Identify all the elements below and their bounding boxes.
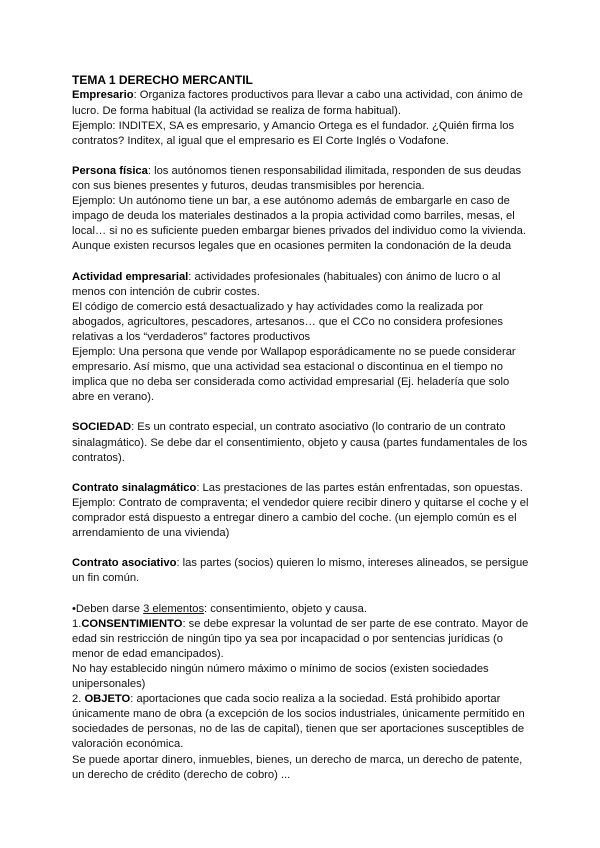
spacer xyxy=(72,254,534,269)
objeto-note: Se puede aportar dinero, inmuebles, bienes, un derecho de marca, un derecho de patente, un derecho de crédito (derecho de cobro) ... xyxy=(72,753,523,781)
consentimiento-definition-text: : se debe expresar la voluntad de ser parte de ese contrato. Mayor de edad sin restricción de ningún tipo ya sea por incapacidad o por sentencias jurídicas (o menor de edad emancipados). xyxy=(72,617,529,660)
actividad-definition-text: : actividades profesionales (habituales) con ánimo de lucro o al menos con intención de cubrir costes. xyxy=(72,270,501,298)
elementos-prefix: •Deben darse xyxy=(72,602,144,615)
spacer xyxy=(72,149,534,164)
sinalagmatico-definition xyxy=(72,481,534,496)
asociativo-definition xyxy=(72,556,534,586)
elementos-underlined: 3 elementos xyxy=(143,602,205,615)
elementos-suffix: : consentimiento, objeto y causa. xyxy=(204,602,367,615)
asociativo-term: Contrato asociativo xyxy=(72,557,177,570)
persona-fisica-term: Persona física xyxy=(72,164,148,177)
spacer xyxy=(72,587,534,602)
objeto-definition-text: : aportaciones que cada socio realiza a la sociedad. Está prohibido aportar únicamente mano de obra (a excepción de los socios industriales, únicamente permitido en sociedades de personas, no de las de capital), tienen que ser aportaciones susceptibles de valoración económica. xyxy=(72,693,525,751)
sinalagmatico-definition-text: : Las prestaciones de las partes están enfrentadas, son opuestas. xyxy=(196,481,523,494)
spacer xyxy=(72,405,534,420)
sinalagmatico-term: Contrato sinalagmático xyxy=(72,481,197,494)
empresario-example: Ejemplo: INDITEX, SA es empresario, y Amancio Ortega es el fundador. ¿Quién firma los contratos? Inditex, al igual que el empresario es El Corte Inglés o Vodafone. xyxy=(72,119,515,147)
asociativo-definition-text: : las partes (socios) quieren lo mismo, intereses alineados, se persigue un fin común. xyxy=(72,557,529,585)
empresario-definition-text: : Organiza factores productivos para llevar a cabo una actividad, con ánimo de lucro. De forma habitual (la actividad se realiza de forma habitual). xyxy=(72,89,523,117)
spacer xyxy=(72,541,534,556)
persona-fisica-definition-text: : los autónomos tienen responsabilidad ilimitada, responden de sus deudas con sus bienes presentes y futuros, deudas transmisibles por herencia. xyxy=(72,164,522,192)
empresario-definition xyxy=(72,88,534,118)
sociedad-term: SOCIEDAD xyxy=(72,421,132,434)
consentimiento-note: No hay establecido ningún número máximo o mínimo de socios (existen sociedades unipersonales) xyxy=(72,662,489,691)
actividad-paragraph: El código de comercio está desactualizado y hay actividades como la realizada por abogados, agricultores, pescadores, artesanos… que el CCo no considera profesiones relativas a los “verdaderos” factores productivos xyxy=(72,300,503,343)
objeto-number: 2. xyxy=(72,693,85,706)
elementos-bullet xyxy=(72,602,534,617)
actividad-example: Ejemplo: Una persona que vende por Wallapop esporádicamente no se puede considerar empresario. Así mismo, que una actividad sea estacional o discontinua en el tiempo no implica que no deba ser considerada como actividad empresarial (Ej. heladería que solo abre en verano). xyxy=(72,346,516,404)
persona-fisica-example: Ejemplo: Un autónomo tiene un bar, a ese autónomo además de embargarle en caso de impago de deuda los materiales destinados a la propia actividad como barriles, mesas, el local… si no es suficiente pueden embargar bienes privados del individuo como la vivienda. Aunque existen recursos legales que en ocasiones permiten la condonación de la deuda xyxy=(72,195,526,253)
consentimiento-definition xyxy=(72,617,534,662)
sociedad-definition-text: : Es un contrato especial, un contrato asociativo (lo contrario de un contrato sinalagmático). Se debe dar el consentimiento, objeto y causa (partes fundamentales de los contratos). xyxy=(72,421,528,464)
spacer xyxy=(72,466,534,481)
document-title: TEMA 1 DERECHO MERCANTIL xyxy=(72,73,253,87)
persona-fisica-definition xyxy=(72,164,534,194)
objeto-term: OBJETO xyxy=(84,693,131,706)
sinalagmatico-example: Ejemplo: Contrato de compraventa; el vendedor quiere recibir dinero y quitarse el coche y el comprador está dispuesto a entregar dinero a cambio del coche. (un ejemplo común es el arrendamiento de una vivienda) xyxy=(72,496,529,540)
objeto-definition xyxy=(72,692,534,752)
actividad-term: Actividad empresarial xyxy=(72,270,189,283)
document-page xyxy=(72,73,534,783)
actividad-definition xyxy=(72,270,534,300)
consentimiento-number: 1. xyxy=(72,617,82,630)
empresario-term: Empresario xyxy=(72,89,134,102)
consentimiento-term: CONSENTIMIENTO xyxy=(81,617,183,630)
sociedad-definition xyxy=(72,420,534,465)
